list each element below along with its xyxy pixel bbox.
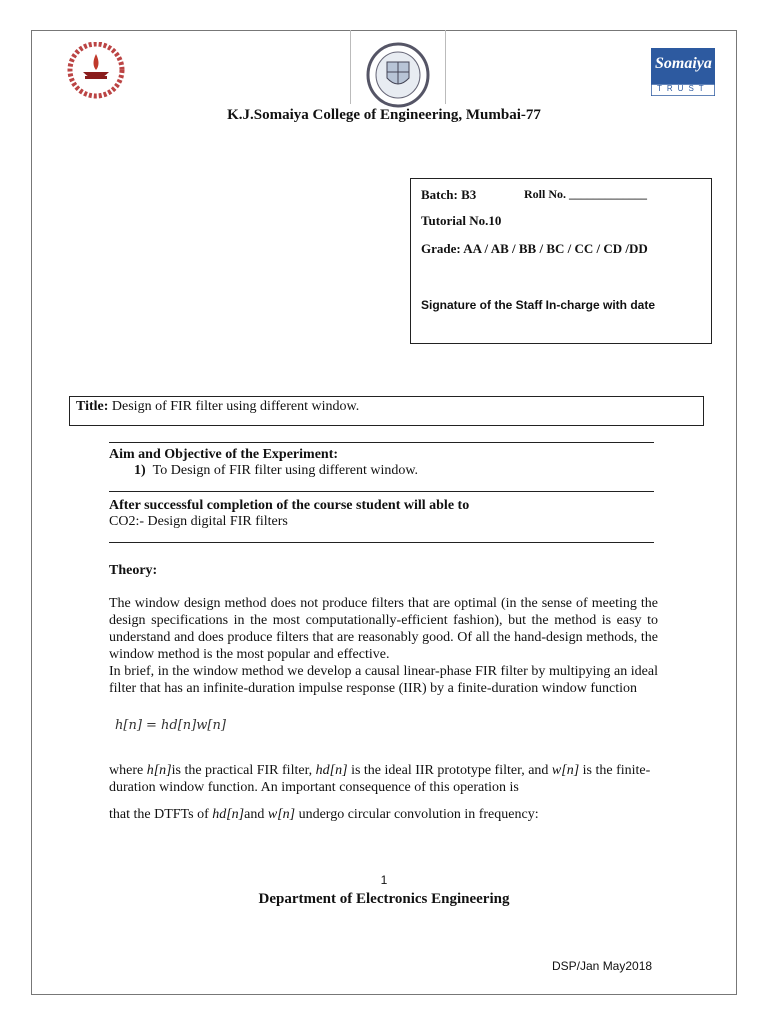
theory-body [109,595,658,697]
header-divider-left [350,30,351,104]
tutorial-number: Tutorial No.10 [421,213,502,228]
title-label: Title: [76,399,109,414]
formula-text: h[n] = hd[n]w[n] [115,718,226,733]
p3-hd: hd[n] [315,763,348,778]
staff-signature-label: Signature of the Staff In-charge with date [421,298,656,312]
outcome-text: CO2:- Design digital FIR filters [109,514,288,529]
p3-text-b: is the practical FIR filter, [171,763,316,778]
college-emblem-logo [63,42,129,100]
p3-text-d: is the finite-duration window function. An important consequence of this operation is [109,763,651,795]
divider-2 [109,491,654,492]
divider-1 [109,442,654,443]
somaiya-trust-logo [651,48,715,96]
department-name: Department of Electronics Engineering [258,891,510,907]
trust-logo-sub: TRUST [657,84,709,93]
theory-paragraph-2: In brief, in the window method we develop a causal linear-phase FIR filter by multipying an ideal filter that has an infinite-duration impulse response (IIR) by a finite-duration window function [109,664,658,696]
header-divider-right [445,30,446,104]
theory-paragraph-4 [109,806,658,823]
grade-line: Grade: AA / AB / BB / BC / CC / CD /DD [421,241,648,256]
p3-wn: w[n] [551,763,580,778]
title-box [69,396,704,426]
trust-logo-text: Somaiya [655,55,712,72]
divider-3 [109,542,654,543]
p3-text-a: where [109,763,147,778]
footer-code: DSP/Jan May2018 [552,959,653,973]
college-name: K.J.Somaiya College of Engineering, Mumbai-77 [227,107,541,123]
theory-heading: Theory: [109,563,158,578]
title-text: Design of FIR filter using different window. [108,399,360,414]
p3-hn: h[n] [146,763,172,778]
p4-text-a: that the DTFTs of [109,807,213,822]
p4-hd: hd[n] [212,807,245,822]
p4-wn: w[n] [267,807,296,822]
aim-item-number: 1) [134,463,146,478]
student-info-box [410,178,712,344]
roll-number: Roll No. _____________ [524,187,647,201]
batch-label: Batch [421,187,454,202]
page-number: 1 [380,873,388,887]
window-formula [115,718,226,734]
theory-paragraph-1: The window design method does not produce filters that are optimal (in the sense of meeting the design specifications in the most computationally-efficient fashion), but the method is easy to understand and does produce filters that are reasonably good. Of all the hand-design methods, the window method is the most popular and effective. [109,596,658,662]
outcome-heading: After successful completion of the course student will able to [109,498,470,513]
p4-text-c: undergo circular convolution in frequency: [295,807,539,822]
theory-paragraph-3 [109,762,658,796]
aim-item [134,462,418,479]
p4-text-b: and [244,807,268,822]
p3-text-c: is the ideal IIR prototype filter, and [347,763,552,778]
batch-line [421,187,476,203]
aim-heading: Aim and Objective of the Experiment: [109,447,339,462]
batch-value: : B3 [453,187,477,202]
institute-seal-logo [363,42,433,108]
aim-item-text: To Design of FIR filter using different window. [152,463,419,478]
